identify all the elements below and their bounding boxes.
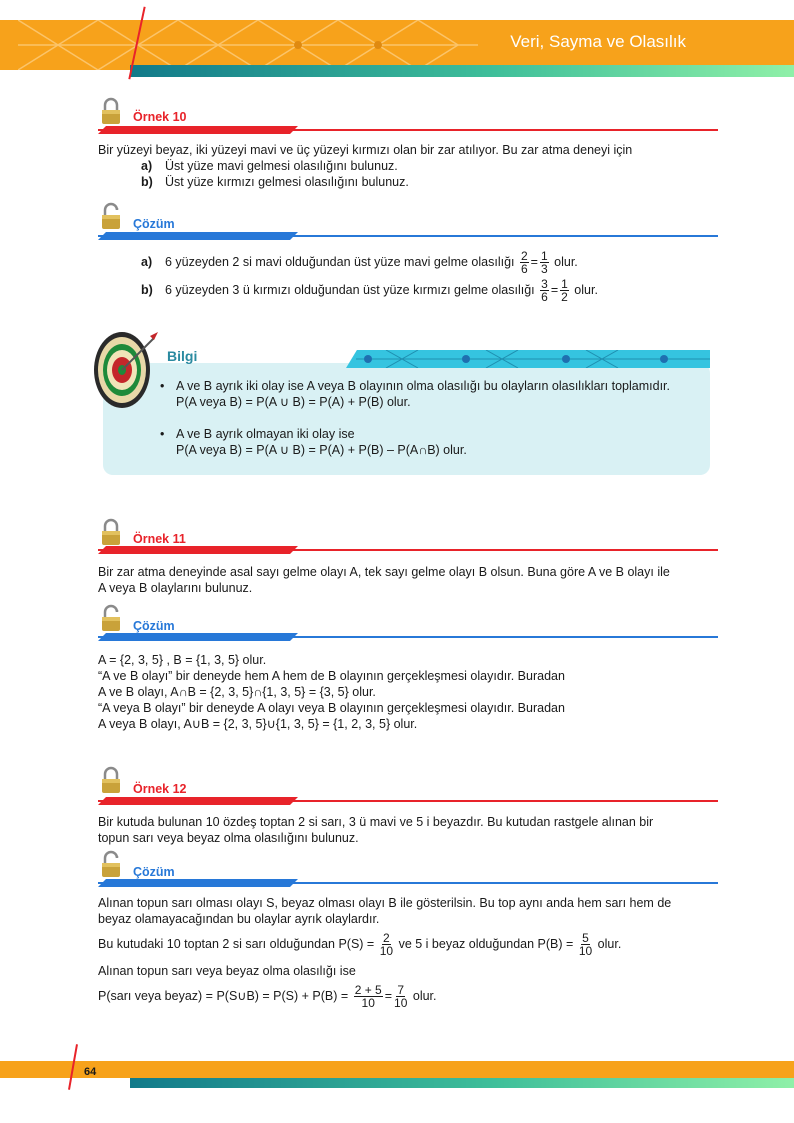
ornek12-line1: Bir kutuda bulunan 10 özdeş toptan 2 si sarı, 3 ü mavi ve 5 i beyazdır. Bu kutudan rastgele alınan bir xyxy=(98,815,654,829)
fraction: $\frac{3}{6}$ xyxy=(541,277,548,304)
cozum-a-text: 6 yüzeyden 2 si mavi olduğundan üst yüze mavi gelme olasılığı xyxy=(165,254,515,269)
cozum12-line3 xyxy=(98,932,621,957)
ornek11-line1: Bir zar atma deneyinde asal sayı gelme olayı A, tek sayı gelme olayı B olsun. Buna göre A ve B olayı ile xyxy=(98,565,670,579)
page-header-title: Veri, Sayma ve Olasılık xyxy=(510,32,686,51)
ornek10-item-a xyxy=(141,158,398,174)
ornek11-title: Örnek 11 xyxy=(133,532,186,546)
cozum12-line2: beyaz olamayacağından bu olaylar ayrık olaylardır. xyxy=(98,912,380,926)
bilgi-bullet-2 xyxy=(160,426,355,442)
ornek10-title: Örnek 10 xyxy=(133,110,187,124)
cozum10-bar xyxy=(98,232,718,242)
padlock-icon xyxy=(100,97,122,125)
item-a-text: Üst yüze mavi gelmesi olasılığını bulunuz. xyxy=(165,159,398,173)
ornek10-item-b xyxy=(141,174,409,190)
header-strip xyxy=(130,65,794,77)
bilgi-b1-line2: P(A veya B) = P(A ∪ B) = P(A) + P(B) olur. xyxy=(176,395,411,409)
bilgi-band-pattern xyxy=(346,350,710,368)
cozum11-bar xyxy=(98,633,718,643)
ornek11-bar xyxy=(98,546,718,556)
padlock-icon xyxy=(100,518,122,546)
bilgi-bullet-1 xyxy=(160,378,670,394)
ornek11-line2: A veya B olaylarını bulunuz. xyxy=(98,581,253,595)
cozum-a-end: olur. xyxy=(554,254,578,269)
bilgi-b1-line1: A ve B ayrık iki olay ise A veya B olayının olma olasılığı bu olayların olasılıkları toplamıdır. xyxy=(176,379,670,393)
ornek10-question: Bir yüzeyi beyaz, iki yüzeyi mavi ve üç yüzeyi kırmızı olan bir zar atılıyor. Bu zar atma deneyi için xyxy=(98,143,633,157)
line3-part-c: olur. xyxy=(597,936,622,951)
item-b-text: Üst yüze kırmızı gelmesi olasılığını bulunuz. xyxy=(165,175,409,189)
fraction: $\frac{2}{6}$ xyxy=(520,249,528,276)
fraction: $\frac{1}{2}$ xyxy=(561,277,568,304)
cozum-b-text: 6 yüzeyden 3 ü kırmızı olduğundan üst yüze kırmızı gelme olasılığı xyxy=(165,282,535,297)
padlock-icon xyxy=(100,850,122,878)
cozum12-title: Çözüm xyxy=(133,865,175,879)
dartboard-icon xyxy=(92,324,158,410)
fraction: $\frac{2}{10}$ xyxy=(379,931,394,958)
fraction: $\frac{5}{10}$ xyxy=(578,931,593,958)
cozum11-title: Çözüm xyxy=(133,619,175,633)
line5-part-a: P(sarı veya beyaz) = P(S∪B) = P(S) + P(B) = xyxy=(98,988,349,1003)
fraction: $\frac{7}{10}$ xyxy=(394,983,408,1010)
bilgi-b2-line2: P(A veya B) = P(A ∪ B) = P(A) + P(B) – P(A∩B) olur. xyxy=(176,443,467,457)
cozum-b-label: b) xyxy=(141,282,153,297)
cozum12-bar xyxy=(98,879,718,889)
cozum12-line1: Alınan topun sarı olması olayı S, beyaz olması olayı B ile gösterilsin. Bu top aynı anda hem sarı hem de xyxy=(98,896,672,910)
padlock-icon xyxy=(100,766,122,794)
cozum10-a xyxy=(141,250,578,275)
line3-part-a: Bu kutudaki 10 toptan 2 si sarı olduğundan P(S) = xyxy=(98,936,375,951)
equals: = xyxy=(384,988,393,1003)
cozum11-line1: A = {2, 3, 5} , B = {1, 3, 5} olur. xyxy=(98,653,267,667)
footer-band xyxy=(0,1061,794,1078)
cozum-a-label: a) xyxy=(141,254,153,269)
cozum11-line2: “A ve B olayı” bir deneyde hem A hem de B olayının gerçekleşmesi olayıdır. Buradan xyxy=(98,669,565,683)
item-b-label: b) xyxy=(141,175,153,189)
ornek12-line2: topun sarı veya beyaz olma olasılığını bulunuz. xyxy=(98,831,359,845)
bilgi-title: Bilgi xyxy=(167,348,198,364)
ornek10-bar xyxy=(98,126,718,136)
line3-part-b: ve 5 i beyaz olduğundan P(B) = xyxy=(398,936,574,951)
bilgi-band xyxy=(346,350,710,368)
bullet: • xyxy=(160,427,165,441)
cozum12-line5 xyxy=(98,984,437,1009)
footer-strip xyxy=(130,1078,794,1088)
page-number: 64 xyxy=(84,1066,97,1078)
line5-part-b: olur. xyxy=(412,988,437,1003)
cozum10-b xyxy=(141,278,598,303)
equals: = xyxy=(530,254,538,269)
bullet: • xyxy=(160,379,165,393)
padlock-icon xyxy=(100,202,122,230)
padlock-icon xyxy=(100,604,122,632)
cozum12-line4: Alınan topun sarı veya beyaz olma olasılığı ise xyxy=(98,964,356,978)
cozum11-line4: “A veya B olayı” bir deneyde A olayı veya B olayının gerçekleşmesi olayıdır. Buradan xyxy=(98,701,565,715)
equals: = xyxy=(550,282,559,297)
item-a-label: a) xyxy=(141,159,153,173)
bilgi-b2-line1: A ve B ayrık olmayan iki olay ise xyxy=(176,427,355,441)
cozum11-line3: A ve B olayı, A∩B = {2, 3, 5}∩{1, 3, 5} = {3, 5} olur. xyxy=(98,685,376,699)
fraction: $\frac{1}{3}$ xyxy=(540,249,548,276)
ornek12-bar xyxy=(98,797,718,807)
fraction: $\frac{2 + 5}{10}$ xyxy=(354,983,382,1010)
ornek12-title: Örnek 12 xyxy=(133,782,187,796)
cozum-b-end: olur. xyxy=(574,282,598,297)
cozum10-title: Çözüm xyxy=(133,217,175,231)
cozum11-line5: A veya B olayı, A∪B = {2, 3, 5}∪{1, 3, 5} = {1, 2, 3, 5} olur. xyxy=(98,717,418,731)
